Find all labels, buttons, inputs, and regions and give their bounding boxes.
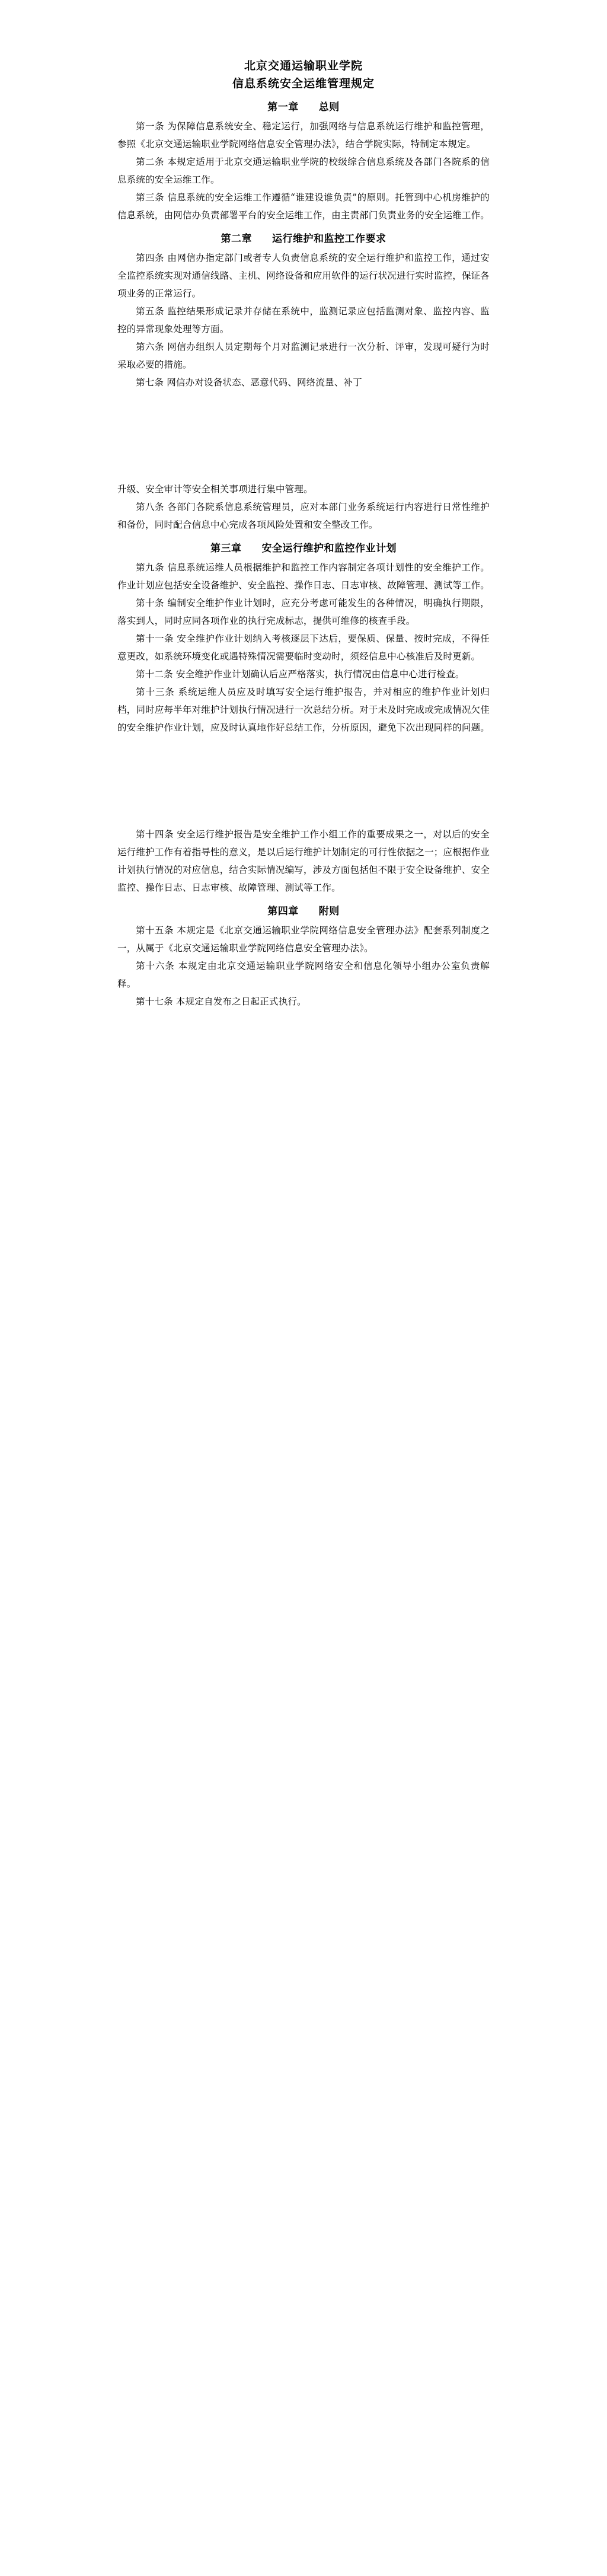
page-break-gap — [117, 737, 490, 825]
paragraph: 第一条 为保障信息系统安全、稳定运行，加强网络与信息系统运行维护和监控管理，参照《北京交通运输职业学院网络信息安全管理办法》，结合学院实际，特制定本规定。 — [117, 121, 490, 149]
document-title — [117, 57, 490, 93]
paragraph: 第十三条 系统运维人员应及时填写安全运行维护报告，并对相应的维护作业计划归档，同时应每半年对维护计划执行情况进行一次总结分析。对于未及时完成或完成情况欠佳的安全维护作业计划，应及时认真地作好总结工作，分析原因，避免下次出现同样的问题。 — [117, 687, 490, 733]
chapter-3-name: 安全运行维护和监控作业计划 — [261, 543, 397, 554]
paragraph: 第十六条 本规定由北京交通运输职业学院网络安全和信息化领导小组办公室负责解释。 — [117, 961, 490, 989]
paragraph: 第十条 编制安全维护作业计划时，应充分考虑可能发生的各种情况，明确执行期限，落实到人，同时应同各项作业的执行完成标志，提供可维修的核查手段。 — [117, 598, 490, 626]
chapter-heading-4 — [117, 903, 490, 920]
paragraph: 第六条 网信办组织人员定期每个月对监测记录进行一次分析、评审，发现可疑行为时采取必要的措施。 — [117, 342, 490, 370]
paragraph: 第七条 网信办对设备状态、恶意代码、网络流量、补丁 — [136, 377, 362, 388]
chapter-heading-1 — [117, 98, 490, 116]
paragraph: 第十一条 安全维护作业计划纳入考核逐层下达后，要保质、保量、按时完成，不得任意更改，如系统环境变化或遇特殊情况需要临时变动时，须经信息中心核准后及时更新。 — [117, 633, 490, 662]
paragraph: 第十二条 安全维护作业计划确认后应严格落实，执行情况由信息中心进行检查。 — [136, 669, 465, 680]
title-line-1: 北京交通运输职业学院 — [244, 59, 363, 72]
paragraph: 第十五条 本规定是《北京交通运输职业学院网络信息安全管理办法》配套系列制度之一，从属于《北京交通运输职业学院网络信息安全管理办法》。 — [117, 925, 490, 954]
paragraph: 第十四条 安全运行维护报告是安全维护工作小组工作的重要成果之一，对以后的安全运行维护工作有着指导性的意义，是以后运行维护计划制定的可行性依据之一；应根据作业计划执行情况的对应信息，结合实际情况编写，涉及方面包括但不限于安全设备维护、安全监控、操作日志、日志审核、故障管理、测试等工作。 — [117, 829, 490, 893]
chapter-2-name: 运行维护和监控工作要求 — [272, 233, 386, 245]
paragraph: 第二条 本规定适用于北京交通运输职业学院的校级综合信息系统及各部门各院系的信息系统的安全运维工作。 — [117, 157, 490, 185]
chapter-4-number: 第四章 — [267, 906, 299, 917]
paragraph: 升级、安全审计等安全相关事项进行集中管理。 — [117, 484, 313, 495]
paragraph: 第四条 由网信办指定部门或者专人负责信息系统的安全运行维护和监控工作，通过安全监控系统实现对通信线路、主机、网络设备和应用软件的运行状况进行实时监控，保证各项业务的正常运行。 — [117, 253, 490, 299]
paragraph: 第八条 各部门各院系信息系统管理员，应对本部门业务系统运行内容进行日常性维护和备份，同时配合信息中心完成各项风险处置和安全整改工作。 — [117, 502, 490, 530]
chapter-1-number: 第一章 — [267, 101, 299, 113]
paragraph: 第五条 监控结果形成记录并存储在系统中，监测记录应包括监测对象、监控内容、监控的异常现象处理等方面。 — [117, 306, 490, 334]
chapter-2-number: 第二章 — [221, 233, 252, 245]
chapter-heading-3 — [117, 540, 490, 557]
chapter-4-name: 附则 — [318, 906, 340, 917]
paragraph: 第三条 信息系统的安全运维工作遵循“谁建设谁负责”的原则。托管到中心机房维护的信息系统，由网信办负责部署平台的安全运维工作，由主责部门负责业务的安全运维工作。 — [117, 192, 490, 221]
paragraph: 第九条 信息系统运维人员根据维护和监控工作内容制定各项计划性的安全维护工作。作业计划应包括安全设备维护、安全监控、操作日志、日志审核、故障管理、测试等工作。 — [117, 562, 490, 591]
page-break-gap — [117, 391, 490, 480]
chapter-3-number: 第三章 — [210, 543, 242, 554]
chapter-1-name: 总则 — [318, 101, 340, 113]
title-line-2: 信息系统安全运维管理规定 — [232, 77, 375, 90]
chapter-heading-2 — [117, 230, 490, 248]
paragraph: 第十七条 本规定自发布之日起正式执行。 — [136, 996, 306, 1007]
